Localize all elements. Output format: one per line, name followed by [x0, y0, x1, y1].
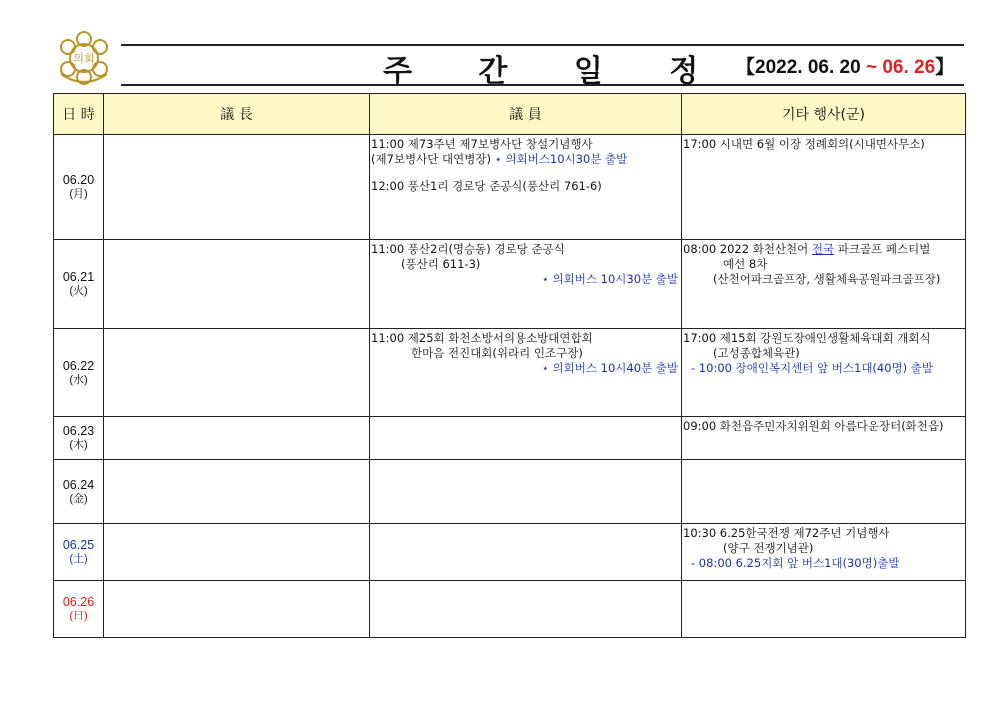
period-tilde: ~ [865, 57, 878, 78]
period-suffix: 】 [935, 57, 955, 78]
weekly-schedule-table [53, 93, 966, 638]
event-line: 12:00 풍산1리 경로당 준공식(풍산리 761-6) [371, 179, 602, 193]
event-location: (산천어파크골프장, 생활체육공원파크골프장) [713, 272, 941, 286]
member-cell [370, 135, 682, 240]
event-line: 09:00 화천읍주민자치위원회 아름다운장터(화천읍) [683, 419, 944, 433]
event-line: 예선 8차 [723, 257, 768, 271]
chair-cell [104, 460, 370, 524]
chair-cell [104, 581, 370, 638]
chair-cell [104, 524, 370, 581]
schedule-header [53, 28, 964, 88]
date-text: 06.20 [62, 173, 95, 187]
date-text: 06.25 [62, 538, 95, 552]
date-cell [54, 329, 104, 417]
event-line: 파크골프 페스티벌 [834, 242, 931, 256]
etc-cell [682, 240, 966, 329]
column-header-etc: 기타 행사(군) [682, 94, 966, 135]
table-row [54, 329, 966, 417]
event-location: (고성종합체육관) [713, 346, 800, 360]
bus-note: ⋆ 의회버스10시30분 출발 [494, 152, 628, 166]
etc-cell [682, 524, 966, 581]
chair-cell [104, 417, 370, 460]
date-cell [54, 460, 104, 524]
column-header-date: 日 時 [54, 94, 104, 135]
chair-cell [104, 329, 370, 417]
page-title: 주 간 일 정 [383, 54, 727, 89]
table-row [54, 417, 966, 460]
schedule-period [736, 52, 954, 79]
weekday-text: (金) [69, 492, 88, 505]
event-line: 17:00 시내면 6월 이장 정례회의(시내면사무소) [683, 137, 925, 151]
date-cell [54, 581, 104, 638]
chair-cell [104, 240, 370, 329]
bus-note: - 08:00 6.25지회 앞 버스1대(30명)출발 [691, 556, 900, 570]
event-line: 11:00 제25회 화천소방서의용소방대연합회 [371, 331, 593, 345]
event-location: (풍산리 611-3) [401, 257, 481, 271]
member-cell [370, 329, 682, 417]
weekday-text: (火) [69, 285, 88, 297]
weekday-text: (月) [69, 188, 88, 200]
member-cell [370, 460, 682, 524]
date-cell [54, 135, 104, 240]
event-line: 17:00 제15회 강원도장애인생활체육대회 개회식 [683, 331, 931, 345]
table-row [54, 135, 966, 240]
event-location: (제7보병사단 대연병장) [371, 152, 495, 166]
period-start: 【2022. 06. 20 [736, 57, 866, 78]
date-text: 06.23 [62, 424, 95, 438]
weekday-text: (水) [69, 373, 88, 386]
weekday-text: (日) [69, 610, 88, 622]
event-location: (양구 전쟁기념관) [723, 541, 814, 555]
column-header-member: 議 員 [370, 94, 682, 135]
emblem-text: 의회 [73, 52, 95, 65]
event-line: 11:00 제73주년 제7보병사단 창설기념행사 [371, 137, 593, 151]
etc-cell [682, 329, 966, 417]
bus-note: - 10:00 장애인복지센터 앞 버스1대(40명) 출발 [691, 361, 934, 375]
member-cell [370, 524, 682, 581]
event-line: 10:30 6.25한국전쟁 제72주년 기념행사 [683, 526, 890, 540]
bus-note: ⋆ 의회버스 10시40분 출발 [541, 361, 678, 375]
member-cell [370, 581, 682, 638]
table-row [54, 524, 966, 581]
etc-cell [682, 417, 966, 460]
member-cell [370, 240, 682, 329]
etc-cell [682, 135, 966, 240]
period-end: 06. 26 [877, 57, 936, 78]
table-row [54, 460, 966, 524]
event-line: 08:00 2022 화천산천어 [683, 242, 812, 256]
date-cell [54, 240, 104, 329]
column-header-chair: 議 長 [104, 94, 370, 135]
event-line: 한마음 전진대회(위라리 인조구장) [411, 346, 583, 360]
weekday-text: (土) [69, 553, 88, 565]
date-text: 06.24 [62, 477, 95, 492]
table-header-row [54, 94, 966, 135]
council-emblem-icon [53, 28, 115, 88]
date-text: 06.21 [62, 270, 95, 284]
chair-cell [104, 135, 370, 240]
event-line: 11:00 풍산2리(명승동) 경로당 준공식 [371, 242, 565, 256]
weekday-text: (木) [69, 439, 88, 451]
date-text: 06.22 [62, 358, 95, 373]
date-cell [54, 417, 104, 460]
date-cell [54, 524, 104, 581]
etc-cell [682, 460, 966, 524]
event-link[interactable]: 전국 [811, 242, 835, 256]
table-row [54, 240, 966, 329]
etc-cell [682, 581, 966, 638]
table-row [54, 581, 966, 638]
bus-note: ⋆ 의회버스 10시30분 출발 [541, 272, 678, 286]
date-text: 06.26 [62, 595, 95, 609]
member-cell [370, 417, 682, 460]
